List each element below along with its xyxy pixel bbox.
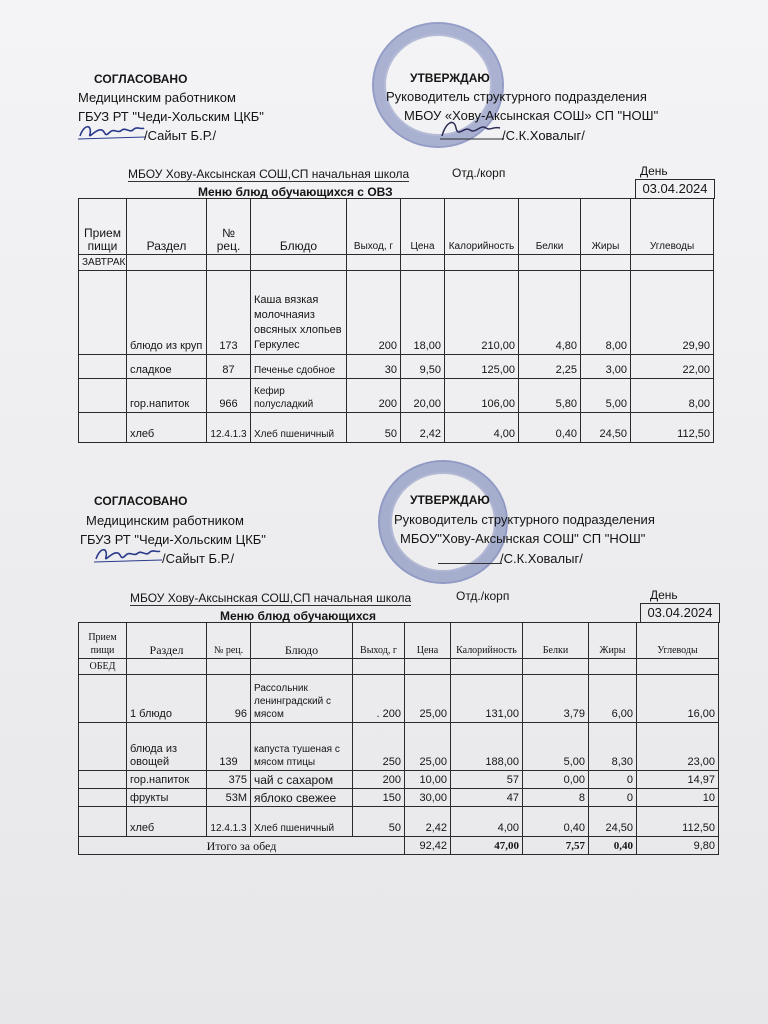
table-row (79, 413, 714, 443)
meal-label: ОБЕД (79, 659, 127, 675)
row-recipe: 966 (207, 379, 251, 413)
header-output: Выход, г (347, 199, 401, 255)
row-section: хлеб (127, 807, 207, 837)
row-section: гор.напиток (127, 771, 207, 789)
row-price: 10,00 (405, 771, 451, 789)
row-carbs: 112,50 (637, 807, 719, 837)
school-name: МБОУ Хову-Аксынская СОШ,СП начальная школа (128, 167, 410, 181)
agreed-title: СОГЛАСОВАНО (94, 72, 188, 86)
row-output: 150 (353, 789, 405, 807)
dept-label-2: Отд./корп (456, 589, 510, 603)
day-label: День (640, 164, 668, 178)
row-section: гор.напиток (127, 379, 207, 413)
row-output: 200 (353, 771, 405, 789)
header-fat: Жиры (589, 623, 637, 659)
agreed-line2: ГБУЗ РТ "Чеди-Хольским ЦКБ" (78, 109, 264, 124)
approve-sign-line (438, 563, 502, 564)
header-calories: Калорийность (445, 199, 519, 255)
row-price: 25,00 (405, 675, 451, 723)
row-protein: 0,40 (523, 807, 589, 837)
row-recipe: 139 (207, 723, 251, 771)
row-section: 1 блюдо (127, 675, 207, 723)
agreed-title-2: СОГЛАСОВАНО (94, 494, 188, 508)
row-fat: 0 (589, 771, 637, 789)
row-output: 200 (347, 379, 401, 413)
table-row (79, 379, 714, 413)
row-fat: 24,50 (589, 807, 637, 837)
menu-title-2: Меню блюд обучающихся (220, 609, 376, 623)
row-fat: 8,30 (589, 723, 637, 771)
row-calories: 188,00 (451, 723, 523, 771)
row-output: . 200 (353, 675, 405, 723)
row-dish: Хлеб пшеничный (251, 413, 347, 443)
total-row (79, 837, 719, 855)
approve-signer: /С.К.Ховалыг/ (502, 128, 585, 143)
header-meal: Прием пищи (79, 623, 127, 659)
table-row (79, 807, 719, 837)
approve-line1: Руководитель структурного подразделения (386, 89, 647, 104)
row-price: 9,50 (401, 355, 445, 379)
row-price: 30,00 (405, 789, 451, 807)
header-price: Цена (405, 623, 451, 659)
row-protein: 0,00 (523, 771, 589, 789)
header-carbs: Углеводы (631, 199, 714, 255)
row-price: 2,42 (401, 413, 445, 443)
row-dish: Кефир полусладкий (251, 379, 347, 413)
dept-label: Отд./корп (452, 166, 506, 180)
row-protein: 2,25 (519, 355, 581, 379)
row-recipe: 12.4.1.3 (207, 413, 251, 443)
row-section: фрукты (127, 789, 207, 807)
header-section: Раздел (127, 199, 207, 255)
table-row (79, 723, 719, 771)
row-section: хлеб (127, 413, 207, 443)
signature-3 (92, 541, 164, 567)
header-recipe: № рец. (207, 623, 251, 659)
row-calories: 131,00 (451, 675, 523, 723)
row-carbs: 10 (637, 789, 719, 807)
row-carbs: 23,00 (637, 723, 719, 771)
row-price: 2,42 (405, 807, 451, 837)
row-calories: 210,00 (445, 271, 519, 355)
row-dish: чай с сахаром (251, 771, 353, 789)
row-carbs: 8,00 (631, 379, 714, 413)
row-protein: 3,79 (523, 675, 589, 723)
header-price: Цена (401, 199, 445, 255)
meal-label: ЗАВТРАК (79, 255, 127, 271)
row-dish: Рассольник ленинградский с мясом (251, 675, 353, 723)
approve-line2: МБОУ «Хову-Аксынская СОШ» СП "НОШ" (404, 108, 659, 123)
row-dish: Печенье сдобное (251, 355, 347, 379)
row-fat: 5,00 (581, 379, 631, 413)
approve-line1-2: Руководитель структурного подразделения (394, 512, 655, 527)
table-row (79, 675, 719, 723)
row-protein: 5,80 (519, 379, 581, 413)
row-calories: 106,00 (445, 379, 519, 413)
row-fat: 24,50 (581, 413, 631, 443)
row-recipe: 87 (207, 355, 251, 379)
row-calories: 47 (451, 789, 523, 807)
approve-title: УТВЕРЖДАЮ (410, 71, 490, 85)
row-carbs: 14,97 (637, 771, 719, 789)
menu-table-1 (78, 198, 714, 443)
row-protein: 0,40 (519, 413, 581, 443)
signature-1 (76, 118, 148, 144)
total-price: 92,42 (405, 837, 451, 855)
header-carbs: Углеводы (637, 623, 719, 659)
row-dish: Каша вязкая молочнаяиз овсяных хлопьев Геркулес (251, 271, 347, 355)
menu-date: 03.04.2024 (635, 179, 715, 199)
approve-line2-2: МБОУ"Хову-Аксынская СОШ" СП "НОШ" (400, 531, 646, 546)
header-protein: Белки (519, 199, 581, 255)
header-section: Раздел (127, 623, 207, 659)
row-calories: 57 (451, 771, 523, 789)
total-protein: 7,57 (523, 837, 589, 855)
total-calories: 47,00 (451, 837, 523, 855)
row-section: блюдо из круп (127, 271, 207, 355)
row-fat: 8,00 (581, 271, 631, 355)
row-protein: 8 (523, 789, 589, 807)
row-calories: 4,00 (451, 807, 523, 837)
row-calories: 4,00 (445, 413, 519, 443)
signature-2 (436, 114, 506, 144)
row-section: блюда из овощей (127, 723, 207, 771)
header-output: Выход, г (353, 623, 405, 659)
row-recipe: 375 (207, 771, 251, 789)
table-row (79, 271, 714, 355)
header-meal: Прием пищи (79, 199, 127, 255)
agreed-signer-2: /Сайыт Б.Р./ (162, 551, 235, 566)
menu-date-2: 03.04.2024 (640, 603, 720, 623)
row-carbs: 29,90 (631, 271, 714, 355)
total-fat: 0,40 (589, 837, 637, 855)
row-dish: Хлеб пшеничный (251, 807, 353, 837)
row-fat: 0 (589, 789, 637, 807)
row-output: 50 (353, 807, 405, 837)
row-carbs: 22,00 (631, 355, 714, 379)
header-calories: Калорийность (451, 623, 523, 659)
menu-title: Меню блюд обучающихся с ОВЗ (198, 185, 393, 199)
row-recipe: 173 (207, 271, 251, 355)
row-recipe: 96 (207, 675, 251, 723)
total-carbs: 9,80 (637, 837, 719, 855)
header-dish: Блюдо (251, 199, 347, 255)
agreed-line2-2: ГБУЗ РТ "Чеди-Хольским ЦКБ" (80, 532, 266, 547)
header-dish: Блюдо (251, 623, 353, 659)
row-price: 20,00 (401, 379, 445, 413)
row-recipe: 53М (207, 789, 251, 807)
row-price: 18,00 (401, 271, 445, 355)
row-output: 250 (353, 723, 405, 771)
table-row (79, 789, 719, 807)
row-carbs: 112,50 (631, 413, 714, 443)
day-label-2: День (650, 588, 678, 602)
row-calories: 125,00 (445, 355, 519, 379)
total-label: Итого за обед (79, 837, 405, 855)
row-protein: 4,80 (519, 271, 581, 355)
table-row (79, 355, 714, 379)
row-dish: капуста тушеная с мясом птицы (251, 723, 353, 771)
menu-table-2 (78, 622, 719, 855)
row-output: 50 (347, 413, 401, 443)
approve-title-2: УТВЕРЖДАЮ (410, 493, 490, 507)
header-recipe: № рец. (207, 199, 251, 255)
row-fat: 6,00 (589, 675, 637, 723)
agreed-line1: Медицинским работником (78, 90, 236, 105)
row-recipe: 12.4.1.3 (207, 807, 251, 837)
row-output: 30 (347, 355, 401, 379)
row-fat: 3,00 (581, 355, 631, 379)
row-price: 25,00 (405, 723, 451, 771)
row-output: 200 (347, 271, 401, 355)
row-carbs: 16,00 (637, 675, 719, 723)
agreed-line1-2: Медицинским работником (86, 513, 244, 528)
header-protein: Белки (523, 623, 589, 659)
row-dish: яблоко свежее (251, 789, 353, 807)
approve-signer-2: /С.К.Ховалыг/ (500, 551, 583, 566)
school-name-2: МБОУ Хову-Аксынская СОШ,СП начальная школа (130, 591, 412, 605)
agreed-signer: /Сайыт Б.Р./ (144, 128, 217, 143)
header-fat: Жиры (581, 199, 631, 255)
row-section: сладкое (127, 355, 207, 379)
table-row (79, 771, 719, 789)
row-protein: 5,00 (523, 723, 589, 771)
